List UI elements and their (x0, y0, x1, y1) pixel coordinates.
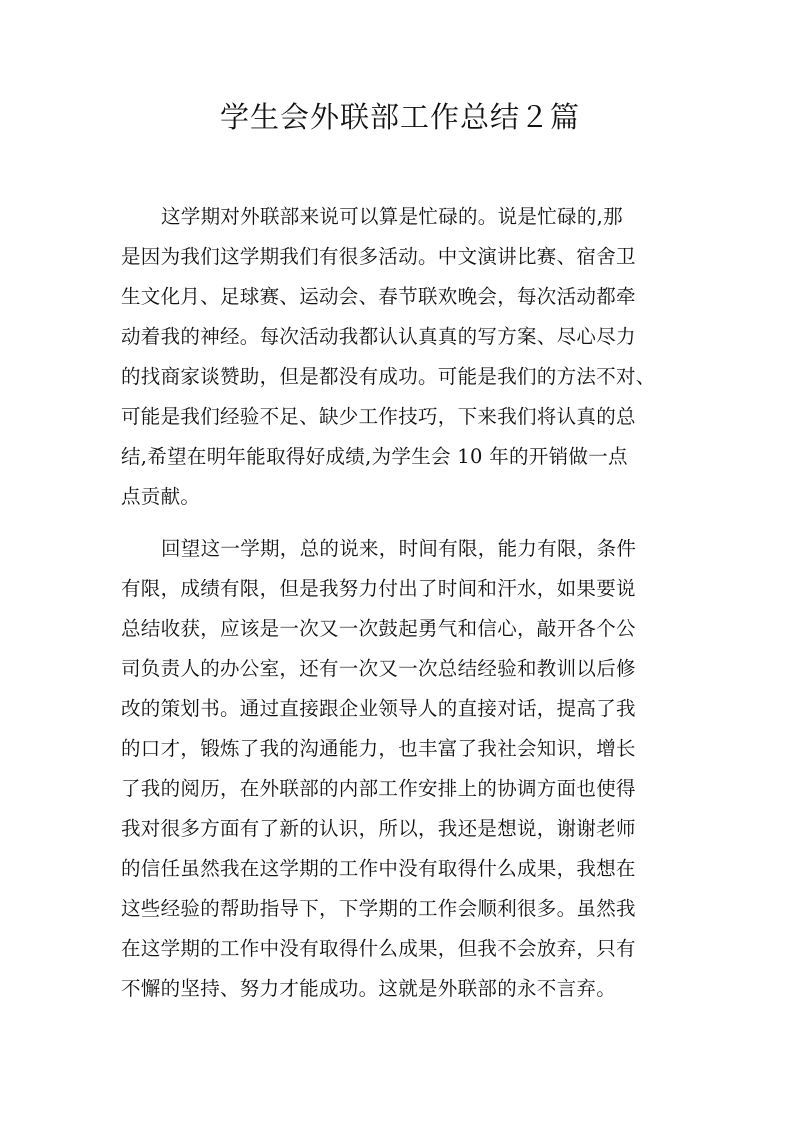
paragraph-line: 的口才，锻炼了我的沟通能力，也丰富了我社会知识，增长 (121, 737, 636, 760)
paragraph-spacer (121, 517, 681, 529)
paragraph-line: 生文化月、足球赛、运动会、春节联欢晚会，每次活动都牵 (121, 285, 636, 308)
paragraph-line: 有限，成绩有限，但是我努力付出了时间和汗水，如果要说 (121, 577, 636, 600)
document-title: 学生会外联部工作总结２篇 (219, 100, 580, 134)
paragraph-2 (121, 529, 681, 1009)
paragraph-line: 不懈的坚持、努力才能成功。这就是外联部的永不言弃。 (121, 977, 617, 1000)
paragraph-line: 是因为我们这学期我们有很多活动。中文演讲比赛、宿舍卫 (121, 245, 636, 268)
paragraph-line: 的找商家谈赞助，但是都没有成功。可能是我们的方法不对、 (121, 365, 656, 388)
paragraph-line: 改的策划书。通过直接跟企业领导人的直接对话，提高了我 (121, 697, 636, 720)
paragraph-line: 我对很多方面有了新的认识，所以，我还是想说，谢谢老师 (121, 817, 636, 840)
document-body (121, 197, 681, 1009)
paragraph-line: 了我的阅历，在外联部的内部工作安排上的协调方面也使得 (121, 777, 636, 800)
paragraph-line: 总结收获，应该是一次又一次鼓起勇气和信心，敲开各个公 (121, 617, 636, 640)
paragraph-line: 动着我的神经。每次活动我都认认真真的写方案、尽心尽力 (121, 325, 636, 348)
paragraph-line: 司负责人的办公室，还有一次又一次总结经验和教训以后修 (121, 657, 636, 680)
paragraph-line: 结,希望在明年能取得好成绩,为学生会 10 年的开销做一点 (121, 445, 628, 468)
paragraph-1 (121, 197, 681, 517)
paragraph-line: 的信任虽然我在这学期的工作中没有取得什么成果，我想在 (121, 857, 636, 880)
paragraph-line: 这些经验的帮助指导下，下学期的工作会顺利很多。虽然我 (121, 897, 636, 920)
paragraph-line: 可能是我们经验不足、缺少工作技巧，下来我们将认真的总 (121, 405, 636, 428)
paragraph-line: 回望这一学期，总的说来，时间有限，能力有限，条件 (161, 537, 637, 560)
paragraph-line: 这学期对外联部来说可以算是忙碌的。说是忙碌的,那 (161, 205, 623, 228)
paragraph-line: 点贡献。 (121, 485, 201, 508)
paragraph-line: 在这学期的工作中没有取得什么成果，但我不会放弃，只有 (121, 937, 636, 960)
